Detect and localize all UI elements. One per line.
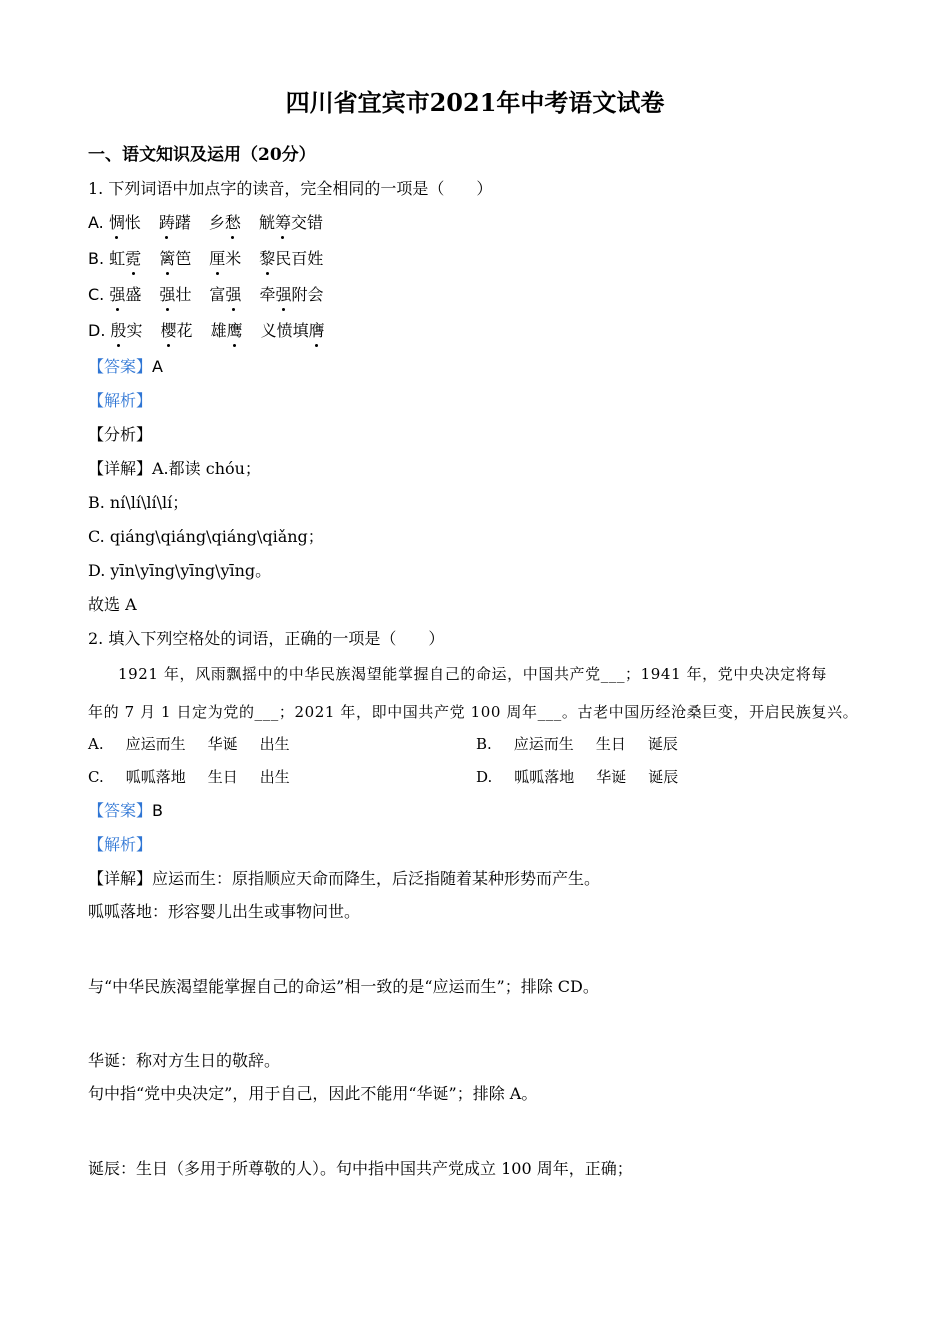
option-word: 义愤填膺 bbox=[260, 321, 325, 340]
question-1-detail-c: C. qiáng\qiáng\qiáng\qiǎng； bbox=[88, 527, 324, 546]
emphasized-char: 殷 bbox=[110, 321, 127, 340]
answer-value: B bbox=[152, 801, 163, 820]
option-word: 惆怅 bbox=[108, 213, 141, 232]
option-word: 华诞 bbox=[207, 735, 238, 753]
question-2-option-d bbox=[476, 766, 678, 788]
option-letter: D. bbox=[476, 768, 493, 786]
question-1-answer bbox=[88, 356, 163, 378]
section-heading: 一、语文知识及运用（20分） bbox=[88, 145, 316, 165]
option-letter: B. bbox=[476, 735, 492, 753]
question-2-detail-1: 【详解】应运而生：原指顺应天命而降生，后泛指随着某种形势而产生。 bbox=[88, 869, 601, 888]
option-word: 出生 bbox=[259, 768, 290, 786]
question-2-detail-6: 诞辰：生日（多用于所尊敬的人）。句中指中国共产党成立 100 周年，正确； bbox=[88, 1159, 633, 1178]
option-word: 樱花 bbox=[160, 321, 193, 340]
emphasized-char: 厘 bbox=[209, 249, 226, 268]
answer-value: A bbox=[152, 357, 163, 376]
option-word: 强壮 bbox=[159, 285, 192, 304]
question-1-fenxi: 【分析】 bbox=[88, 425, 153, 444]
option-word: 应运而生 bbox=[125, 735, 186, 753]
question-2-detail-5: 句中指“党中央决定”，用于自己，因此不能用“华诞”；排除 A。 bbox=[88, 1084, 538, 1103]
emphasized-char: 强 bbox=[109, 285, 126, 304]
option-word: 呱呱落地 bbox=[514, 768, 575, 786]
question-2-detail-2: 呱呱落地：形容婴儿出生或事物问世。 bbox=[88, 902, 361, 921]
emphasized-char: 踌 bbox=[158, 213, 175, 232]
question-1-option bbox=[88, 212, 323, 234]
option-word: 殷实 bbox=[110, 321, 143, 340]
passage-line-2: 年的 7 月 1 日定为党的___；2021 年，即中国共产党 100 周年___。古老中国历经沧桑巨变，开启民族复兴。 bbox=[88, 703, 859, 721]
question-2-option-a bbox=[88, 733, 290, 755]
question-1-detail-b: B. ní\lí\lí\lí； bbox=[88, 493, 189, 512]
emphasized-char: 鹰 bbox=[226, 321, 243, 340]
answer-tag: 【答案】 bbox=[88, 801, 153, 820]
emphasized-char: 强 bbox=[159, 285, 176, 304]
option-word: 华诞 bbox=[596, 768, 627, 786]
option-word: 呱呱落地 bbox=[125, 768, 186, 786]
question-2-analysis-tag: 【解析】 bbox=[88, 835, 153, 854]
question-2-option-c bbox=[88, 766, 290, 788]
option-word: 牵强附会 bbox=[259, 285, 324, 304]
answer-tag: 【答案】 bbox=[88, 357, 153, 376]
emphasized-char: 强 bbox=[225, 285, 242, 304]
emphasized-char: 樱 bbox=[160, 321, 177, 340]
option-word: 黎民百姓 bbox=[259, 249, 324, 268]
option-word: 应运而生 bbox=[513, 735, 574, 753]
option-word: 虹霓 bbox=[109, 249, 142, 268]
question-1-option bbox=[88, 320, 325, 342]
option-letter: B. bbox=[88, 249, 110, 268]
question-2-detail-3: 与“中华民族渴望能掌握自己的命运”相一致的是“应运而生”；排除 CD。 bbox=[88, 977, 599, 996]
option-word: 生日 bbox=[595, 735, 626, 753]
emphasized-char: 强 bbox=[275, 285, 292, 304]
option-word: 踌躇 bbox=[158, 213, 191, 232]
option-word: 厘米 bbox=[209, 249, 242, 268]
emphasized-char: 惆 bbox=[108, 213, 125, 232]
option-letter: C. bbox=[88, 768, 104, 786]
emphasized-char: 愁 bbox=[224, 213, 241, 232]
question-2-detail-4: 华诞：称对方生日的敬辞。 bbox=[88, 1051, 281, 1070]
option-word: 生日 bbox=[207, 768, 238, 786]
question-1-stem: 1. 下列词语中加点字的读音，完全相同的一项是（ ） bbox=[88, 179, 493, 198]
question-1-conclusion: 故选 A bbox=[88, 595, 137, 614]
option-word: 篱笆 bbox=[159, 249, 192, 268]
emphasized-char: 霓 bbox=[125, 249, 142, 268]
question-2-passage bbox=[88, 655, 868, 731]
emphasized-char: 筹 bbox=[274, 213, 291, 232]
emphasized-char: 膺 bbox=[308, 321, 325, 340]
passage-line-1: 1921 年，风雨飘摇中的中华民族渴望能掌握自己的命运，中国共产党___；1941 年，党中央决定将每 bbox=[118, 665, 827, 683]
question-2-answer bbox=[88, 800, 163, 822]
option-word: 富强 bbox=[209, 285, 242, 304]
option-word: 雄鹰 bbox=[210, 321, 243, 340]
question-1-detail: 【详解】A.都读 chóu； bbox=[88, 459, 261, 478]
option-word: 出生 bbox=[259, 735, 290, 753]
option-word: 诞辰 bbox=[647, 735, 678, 753]
option-letter: A. bbox=[88, 213, 109, 232]
option-letter: A. bbox=[88, 735, 104, 753]
question-1-detail-d: D. yīn\yīng\yīng\yīng。 bbox=[88, 561, 272, 580]
question-1-option bbox=[88, 248, 323, 270]
option-word: 乡愁 bbox=[208, 213, 241, 232]
emphasized-char: 篱 bbox=[159, 249, 176, 268]
question-2-option-b bbox=[476, 733, 678, 755]
option-word: 觥筹交错 bbox=[258, 213, 323, 232]
emphasized-char: 黎 bbox=[259, 249, 276, 268]
option-word: 诞辰 bbox=[648, 768, 679, 786]
question-1-analysis-tag: 【解析】 bbox=[88, 391, 153, 410]
option-letter: C. bbox=[88, 285, 110, 304]
question-2-stem: 2. 填入下列空格处的词语，正确的一项是（ ） bbox=[88, 629, 445, 648]
question-1-option bbox=[88, 284, 323, 306]
option-word: 强盛 bbox=[109, 285, 142, 304]
option-letter: D. bbox=[88, 321, 111, 340]
page-title: 四川省宜宾市2021年中考语文试卷 bbox=[285, 88, 665, 117]
